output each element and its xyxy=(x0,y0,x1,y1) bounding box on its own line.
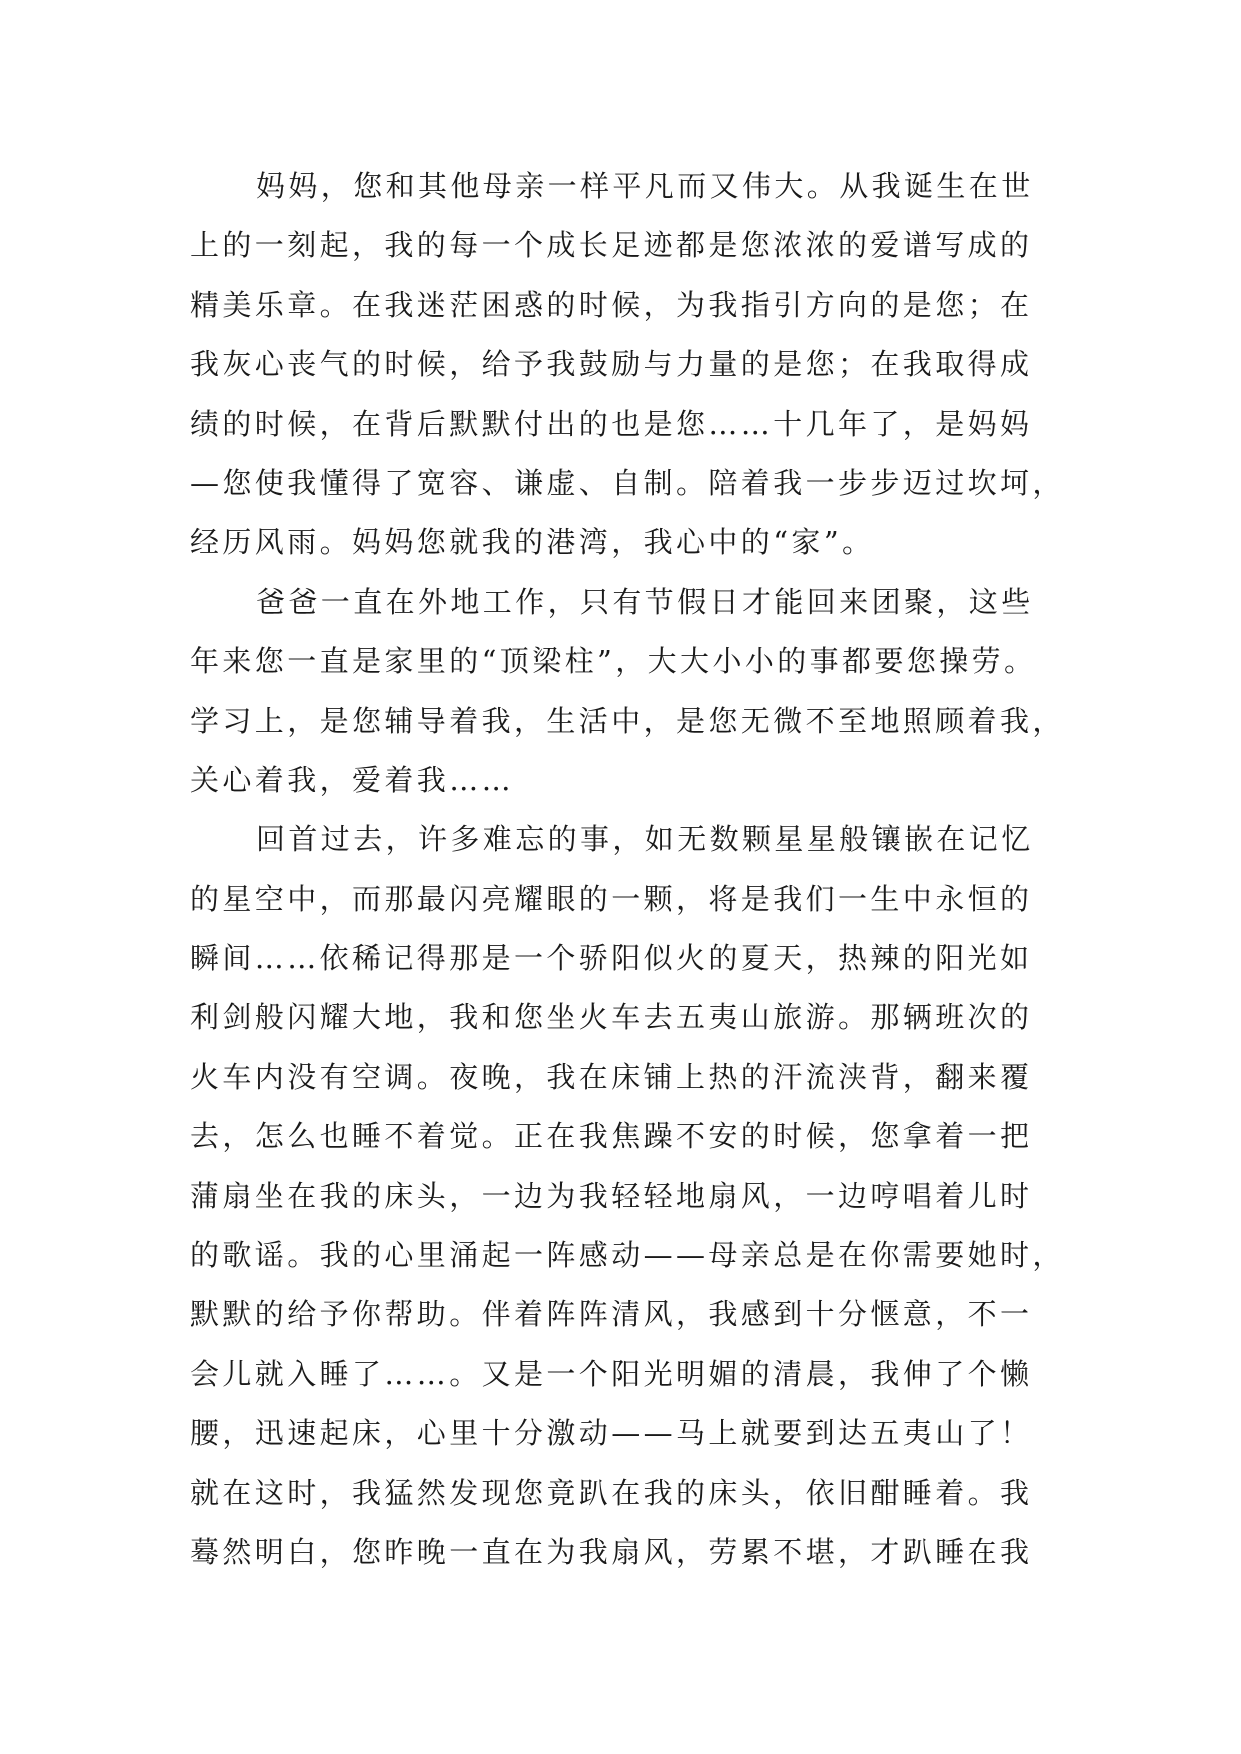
text-line: 上的一刻起，我的每一个成长足迹都是您浓浓的爱谱写成的 xyxy=(190,228,1033,263)
text-line: 蒲扇坐在我的床头，一边为我轻轻地扇风，一边哼唱着儿时 xyxy=(190,1178,1033,1213)
text-line: 就在这时，我猛然发现您竟趴在我的床头，依旧酣睡着。我 xyxy=(190,1475,1033,1510)
text-line: 学习上，是您辅导着我，生活中，是您无微不至地照顾着我， xyxy=(190,703,1065,738)
paragraph-3 xyxy=(190,810,1065,1582)
text-line: 默默的给予你帮助。伴着阵阵清风，我感到十分惬意，不一 xyxy=(190,1297,1033,1332)
text-line: 爸爸一直在外地工作，只有节假日才能回来团聚，这些 xyxy=(256,584,1034,619)
text-line: 回首过去，许多难忘的事，如无数颗星星般镶嵌在记忆 xyxy=(256,822,1034,857)
text-line: 的歌谣。我的心里涌起一阵感动——母亲总是在你需要她时， xyxy=(190,1238,1065,1273)
text-line: 火车内没有空调。夜晚，我在床铺上热的汗流浃背，翻来覆 xyxy=(190,1059,1033,1094)
text-line: 蓦然明白，您昨晚一直在为我扇风，劳累不堪，才趴睡在我 xyxy=(190,1534,1033,1569)
text-line: 经历风雨。妈妈您就我的港湾，我心中的“家”。 xyxy=(190,525,875,560)
text-line: 精美乐章。在我迷茫困惑的时候，为我指引方向的是您；在 xyxy=(190,287,1033,322)
paragraph-2 xyxy=(190,573,1065,811)
text-line: 腰，迅速起床，心里十分激动——马上就要到达五夷山了！ xyxy=(190,1416,1033,1451)
text-line: 利剑般闪耀大地，我和您坐火车去五夷山旅游。那辆班次的 xyxy=(190,1000,1033,1035)
paragraph-1 xyxy=(190,157,1065,573)
text-line: 年来您一直是家里的“顶梁柱”，大大小小的事都要您操劳。 xyxy=(190,644,1037,679)
text-line: —您使我懂得了宽容、谦虚、自制。陪着我一步步迈过坎坷， xyxy=(190,465,1065,500)
text-line: 会儿就入睡了……。又是一个阳光明媚的清晨，我伸了个懒 xyxy=(190,1356,1033,1391)
text-line: 绩的时候，在背后默默付出的也是您……十几年了，是妈妈 xyxy=(190,406,1033,441)
text-line: 去，怎么也睡不着觉。正在我焦躁不安的时候，您拿着一把 xyxy=(190,1119,1033,1154)
text-line: 妈妈，您和其他母亲一样平凡而又伟大。从我诞生在世 xyxy=(256,169,1034,203)
text-line: 的星空中，而那最闪亮耀眼的一颗，将是我们一生中永恒的 xyxy=(190,881,1033,916)
text-line: 瞬间……依稀记得那是一个骄阳似火的夏天，热辣的阳光如 xyxy=(190,941,1033,976)
text-line: 关心着我，爱着我…… xyxy=(190,762,515,797)
text-line: 我灰心丧气的时候，给予我鼓励与力量的是您；在我取得成 xyxy=(190,347,1033,382)
essay-text xyxy=(190,157,1065,1582)
